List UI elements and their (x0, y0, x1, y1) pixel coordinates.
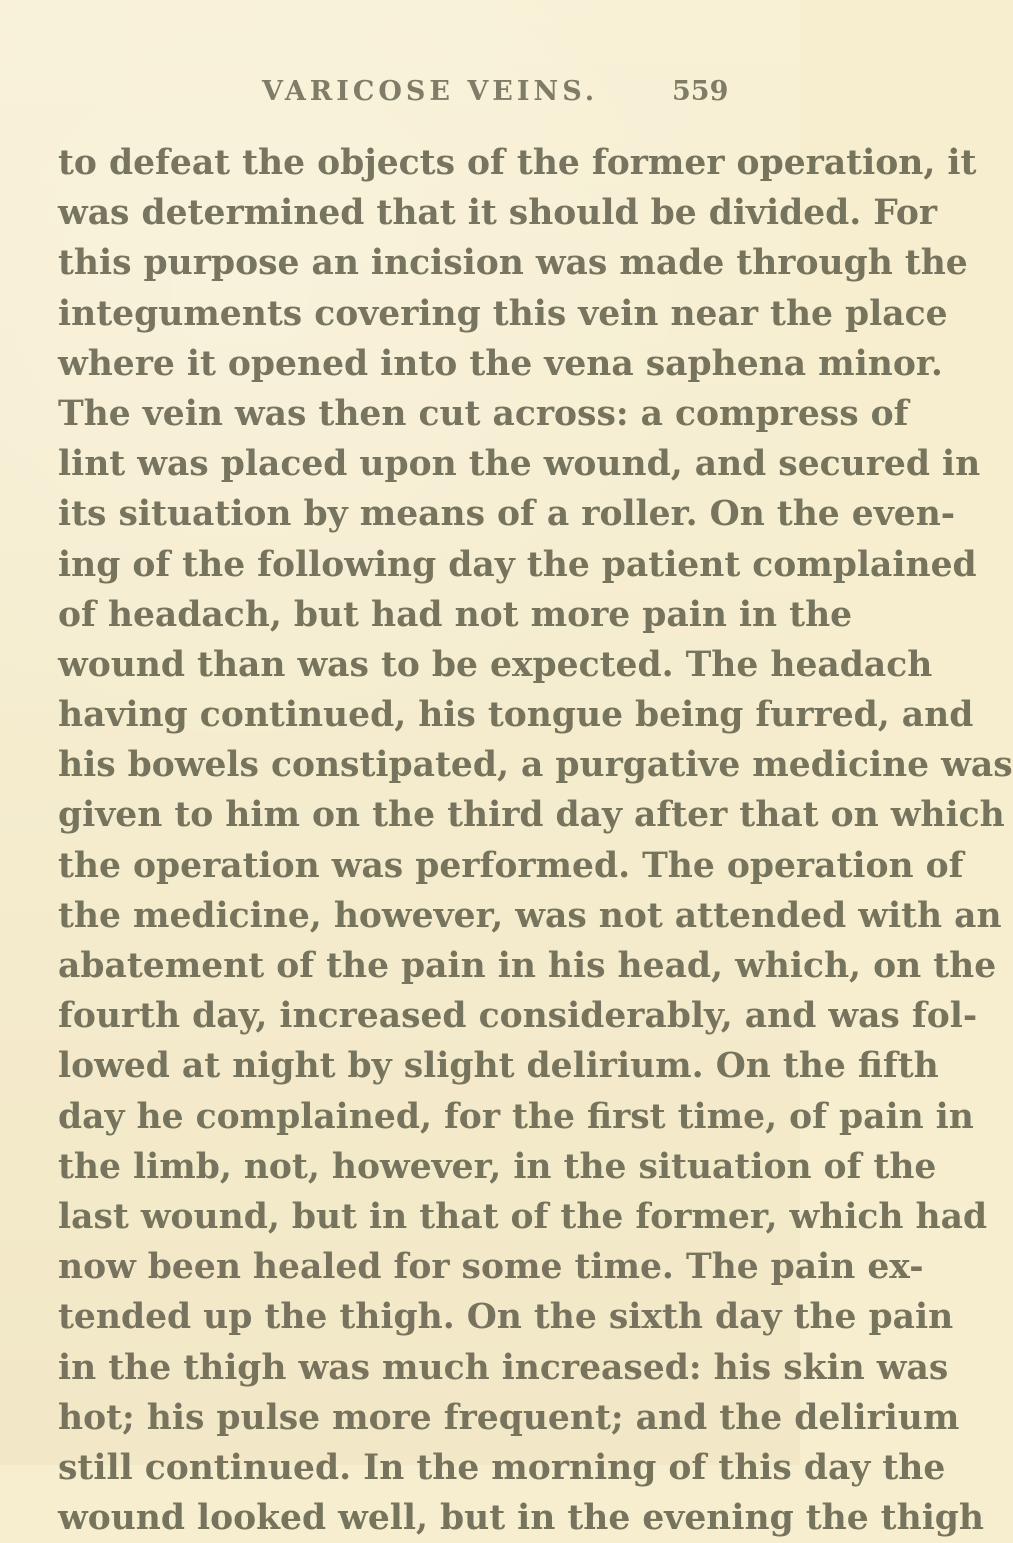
text-line-3: this purpose an incision was made through the (58, 243, 968, 284)
text-line-12: having continued, his tongue being furred, and (58, 695, 974, 736)
text-line-1: to defeat the objects of the former operation, it (58, 143, 977, 183)
page-number: 559 (672, 76, 729, 107)
text-line-7: lint was placed upon the wound, and secured in (58, 444, 981, 485)
running-title: VARICOSE VEINS. (262, 76, 599, 107)
text-line-13: his bowels constipated, a purgative medicine was (58, 745, 1013, 786)
text-line-17: abatement of the pain in his head, which, on the (58, 946, 997, 986)
text-line-24: tended up the thigh. On the sixth day the pain (58, 1297, 954, 1338)
running-head (0, 76, 800, 112)
text-line-2: was determined that it should be divided. For (58, 193, 938, 234)
text-line-27: still continued. In the morning of this day the (58, 1447, 946, 1488)
text-line-6: The vein was then cut across: a compress of (58, 393, 909, 434)
text-line-21: the limb, not, however, in the situation of the (58, 1146, 937, 1187)
text-line-25: in the thigh was much increased: his skin was (58, 1347, 949, 1388)
text-line-18: fourth day, increased considerably, and was fol- (58, 996, 978, 1037)
text-line-8: its situation by means of a roller. On the even- (58, 494, 956, 535)
text-line-10: of headach, but had not more pain in the (58, 594, 853, 635)
text-line-16: the medicine, however, was not attended with an (58, 895, 1002, 936)
text-line-28: wound looked well, but in the evening the thigh (58, 1498, 985, 1539)
text-line-4: integuments covering this vein near the place (58, 293, 948, 334)
text-line-15: the operation was performed. The operation of (58, 845, 964, 886)
text-line-19: lowed at night by slight delirium. On the fifth (58, 1046, 939, 1087)
text-line-9: ing of the following day the patient complained (58, 544, 977, 585)
body-text (58, 138, 1013, 1543)
text-line-11: wound than was to be expected. The headach (58, 644, 933, 685)
text-line-26: hot; his pulse more frequent; and the delirium (58, 1397, 960, 1438)
text-line-23: now been healed for some time. The pain ex- (58, 1247, 924, 1288)
text-line-14: given to him on the third day after that on which (58, 795, 1005, 836)
text-line-5: where it opened into the vena saphena minor. (58, 343, 943, 384)
text-line-20: day he complained, for the first time, of pain in (58, 1096, 974, 1137)
text-line-22: last wound, but in that of the former, which had (58, 1196, 988, 1237)
